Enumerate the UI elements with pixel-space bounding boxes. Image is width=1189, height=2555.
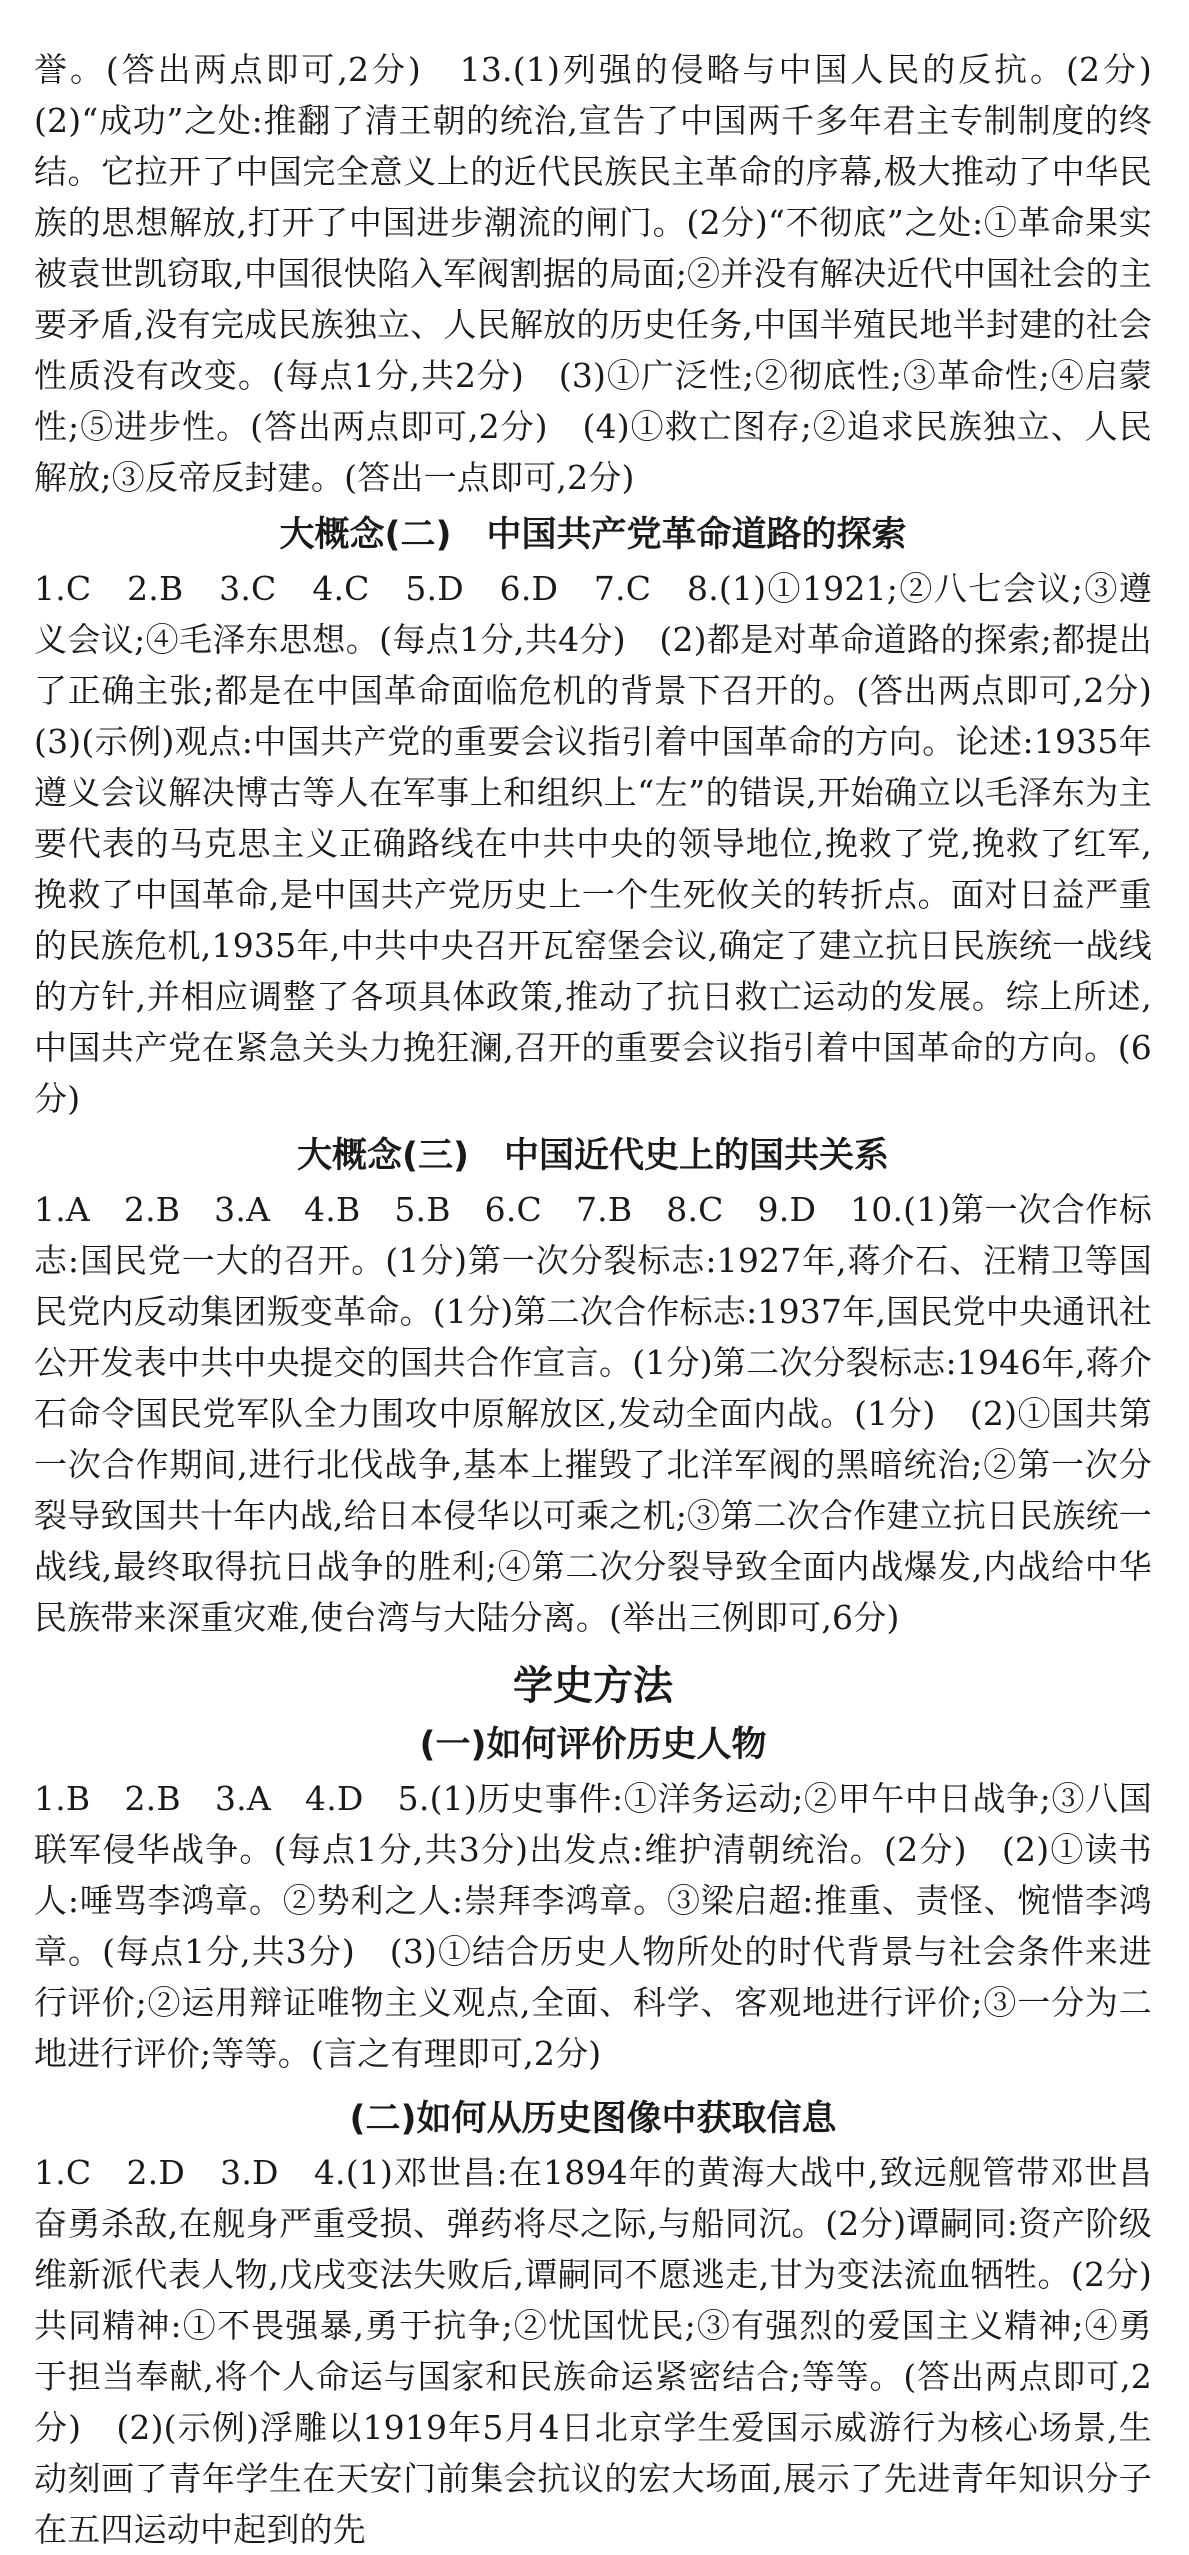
section-heading-big-concept-3: 大概念(三) 中国近代史上的国共关系 xyxy=(297,1136,889,1176)
answer-paragraph-13: 誉。(答出两点即可,2分) 13.(1)列强的侵略与中国人民的反抗。(2分) (2)“成功”之处:推翻了清王朝的统治,宣告了中国两千多年君主专制制度的终结。它拉开了中国完全意义上的近代民族民主革命的序幕,极大推动了中华民族的思想解放,打开了中国进步潮流的闸门。(2分)“不彻底”之处:①革命果实被袁世凯窃取,中国很快陷入军阀割据的局面;②并没有解决近代中国社会的主要矛盾,没有完成民族独立、人民解放的历史任务,中国半殖民地半封建的社会性质没有改变。(每点1分,共2分) (3)①广泛性;②彻底性;③革命性;④启蒙性;⑤进步性。(答出两点即可,2分) (4)①救亡图存;②追求民族独立、人民解放;③反帝反封建。(答出一点即可,2分) xyxy=(34,50,1186,497)
answer-paragraph-big-concept-3: 1.A 2.B 3.A 4.B 5.B 6.C 7.B 8.C 9.D 10.(1)第一次合作标志:国民党一大的召开。(1分)第一次分裂标志:1927年,蒋介石、汪精卫等国民党内反动集团叛变革命。(1分)第二次合作标志:1937年,国民党中央通讯社公开发表中共中央提交的国共合作宣言。(1分)第二次分裂标志:1946年,蒋介石命令国民党军队全力围攻中原解放区,发动全面内战。(1分) (2)①国共第一次合作期间,进行北伐战争,基本上摧毁了北洋军阀的黑暗统治;②第一次分裂导致国共十年内战,给日本侵华以可乘之机;③第二次合作建立抗日民族统一战线,最终取得抗日战争的胜利;④第二次分裂导致全面内战爆发,内战给中华民族带来深重灾难,使台湾与大陆分离。(举出三例即可,6分) xyxy=(34,1190,1152,1637)
subsection-heading-evaluate-figures: (一)如何评价历史人物 xyxy=(419,1725,767,1765)
answer-paragraph-historical-images: 1.C 2.D 3.D 4.(1)邓世昌:在1894年的黄海大战中,致远舰管带邓世昌奋勇杀敌,在舰身严重受损、弹药将尽之际,与船同沉。(2分)谭嗣同:资产阶级维新派代表人物,戊戌变法失败后,谭嗣同不愿逃走,甘为变法流血牺牲。(2分)共同精神:①不畏强暴,勇于抗争;②忧国忧民;③有强烈的爱国主义精神;④勇于担当奉献,将个人命运与国家和民族命运紧密结合;等等。(答出两点即可,2分) (2)(示例)浮雕以1919年5月4日北京学生爱国示威游行为核心场景,生动刻画了青年学生在天安门前集会抗议的宏大场面,展示了先进青年知识分子在五四运动中起到的先 xyxy=(34,2153,1152,2549)
subsection-heading-historical-images: (二)如何从历史图像中获取信息 xyxy=(349,2099,837,2139)
section-heading-big-concept-2: 大概念(二) 中国共产党革命道路的探索 xyxy=(279,515,907,555)
section-heading-study-methods: 学史方法 xyxy=(513,1663,673,1709)
answer-paragraph-evaluate-figures: 1.B 2.B 3.A 4.D 5.(1)历史事件:①洋务运动;②甲午中日战争;③八国联军侵华战争。(每点1分,共3分)出发点:维护清朝统治。(2分) (2)①读书人:唾骂李鸿章。②势利之人:崇拜李鸿章。③梁启超:推重、责怪、惋惜李鸿章。(每点1分,共3分) (3)①结合历史人物所处的时代背景与社会条件来进行评价;②运用辩证唯物主义观点,全面、科学、客观地进行评价;③一分为二地进行评价;等等。(言之有理即可,2分) xyxy=(34,1779,1152,2073)
answer-page xyxy=(34,44,1186,2555)
answer-paragraph-big-concept-2: 1.C 2.B 3.C 4.C 5.D 6.D 7.C 8.(1)①1921;②八七会议;③遵义会议;④毛泽东思想。(每点1分,共4分) (2)都是对革命道路的探索;都提出了正确主张;都是在中国革命面临危机的背景下召开的。(答出两点即可,2分) (3)(示例)观点:中国共产党的重要会议指引着中国革命的方向。论述:1935年遵义会议解决博古等人在军事上和组织上“左”的错误,开始确立以毛泽东为主要代表的马克思主义正确路线在中共中央的领导地位,挽救了党,挽救了红军,挽救了中国革命,是中国共产党历史上一个生死攸关的转折点。面对日益严重的民族危机,1935年,中共中央召开瓦窑堡会议,确定了建立抗日民族统一战线的方针,并相应调整了各项具体政策,推动了抗日救亡运动的发展。综上所述,中国共产党在紧急关头力挽狂澜,召开的重要会议指引着中国革命的方向。(6分) xyxy=(34,569,1186,1118)
